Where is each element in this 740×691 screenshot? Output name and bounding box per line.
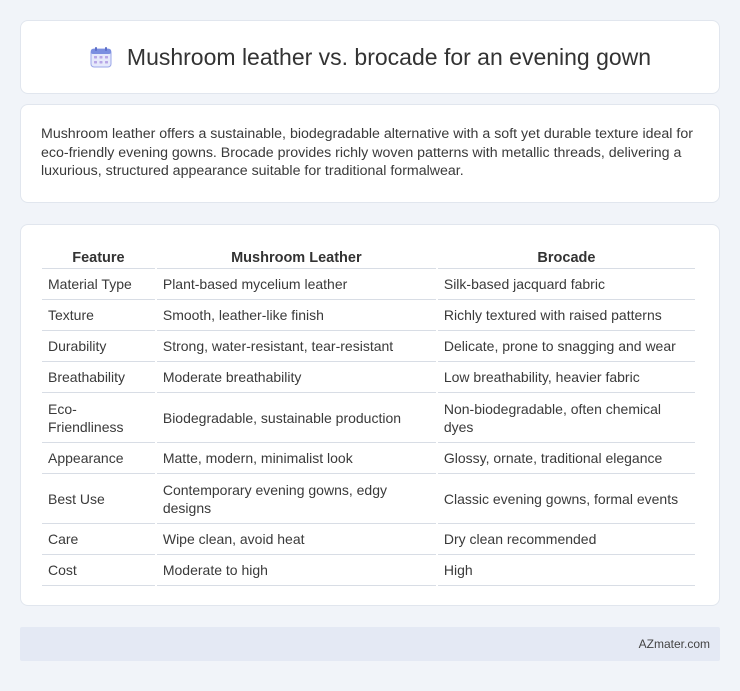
brocade-cell: Classic evening gowns, formal events (438, 474, 695, 524)
header-brocade: Brocade (438, 247, 695, 269)
mushroom-leather-cell: Contemporary evening gowns, edgy designs (157, 474, 436, 524)
table-row (42, 524, 695, 555)
footer-bar (20, 627, 720, 661)
comparison-table-card (20, 224, 720, 606)
mushroom-leather-cell: Biodegradable, sustainable production (157, 393, 436, 443)
header-feature: Feature (42, 247, 155, 269)
mushroom-leather-cell: Smooth, leather-like finish (157, 300, 436, 331)
feature-cell: Breathability (42, 362, 155, 393)
table-row (42, 362, 695, 393)
feature-cell: Texture (42, 300, 155, 331)
brocade-cell: Glossy, ornate, traditional elegance (438, 443, 695, 474)
table-row (42, 393, 695, 443)
mushroom-leather-cell: Wipe clean, avoid heat (157, 524, 436, 555)
table-row (42, 300, 695, 331)
feature-cell: Material Type (42, 269, 155, 300)
summary-card (20, 104, 720, 203)
feature-cell: Best Use (42, 474, 155, 524)
footer-brand[interactable]: AZmater.com (638, 637, 710, 651)
table-row (42, 474, 695, 524)
feature-cell: Cost (42, 555, 155, 586)
title-card (20, 20, 720, 94)
calendar-icon (89, 45, 113, 69)
table-header-row (42, 247, 695, 269)
feature-cell: Durability (42, 331, 155, 362)
comparison-table (40, 247, 697, 586)
mushroom-leather-cell: Moderate to high (157, 555, 436, 586)
table-row (42, 443, 695, 474)
brocade-cell: Delicate, prone to snagging and wear (438, 331, 695, 362)
brocade-cell: Richly textured with raised patterns (438, 300, 695, 331)
brocade-cell: High (438, 555, 695, 586)
brocade-cell: Silk-based jacquard fabric (438, 269, 695, 300)
feature-cell: Eco-Friendliness (42, 393, 155, 443)
brocade-cell: Low breathability, heavier fabric (438, 362, 695, 393)
brocade-cell: Non-biodegradable, often chemical dyes (438, 393, 695, 443)
mushroom-leather-cell: Moderate breathability (157, 362, 436, 393)
feature-cell: Care (42, 524, 155, 555)
mushroom-leather-cell: Plant-based mycelium leather (157, 269, 436, 300)
mushroom-leather-cell: Matte, modern, minimalist look (157, 443, 436, 474)
brocade-cell: Dry clean recommended (438, 524, 695, 555)
table-row (42, 269, 695, 300)
header-mushroom-leather: Mushroom Leather (157, 247, 436, 269)
feature-cell: Appearance (42, 443, 155, 474)
mushroom-leather-cell: Strong, water-resistant, tear-resistant (157, 331, 436, 362)
page-title: Mushroom leather vs. brocade for an evening gown (126, 43, 652, 70)
table-row (42, 555, 695, 586)
table-row (42, 331, 695, 362)
summary-text: Mushroom leather offers a sustainable, biodegradable alternative with a soft yet durable texture ideal for eco-friendly evening gowns. Brocade provides richly woven patterns with metallic threads, delivering a luxurious, structured appearance suitable for traditional formalwear. (41, 126, 693, 179)
